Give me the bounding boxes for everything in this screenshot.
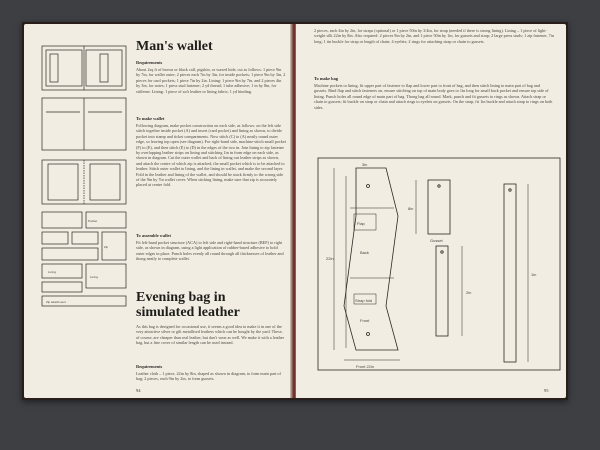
page-number-right: 95 <box>544 388 549 393</box>
assemble-heading: To assemble wallet <box>136 233 171 238</box>
bag-top-label: 3in <box>362 162 368 167</box>
gusset-width-label: 2in <box>466 290 472 295</box>
svg-text:Zip attachment: Zip attachment <box>46 300 66 304</box>
make-wallet-heading: To make wallet <box>136 116 165 121</box>
right-page <box>296 24 566 398</box>
assemble-text: Fit left-hand pocket structure (ACA) to left side and right-hand structure (BEF) to right side, as shown in diagram, using a light application of rubber-based adhesive to hold outer edges in place. Punch holes evenly all round through all thicknesses of leather and thong neatly to complete wallet. <box>136 240 284 262</box>
wallet-title: Man's wallet <box>136 39 213 54</box>
bag-requirements-text: Leather cloth – 1 piece, 22in by 8in, shaped as shown in diagram, to form main part of bag; 2 pieces, each 9in by 2in, to form gussets. <box>136 371 281 382</box>
evening-bag-intro: As this bag is designed for occasional use, it seems a good idea to make it in one of the very attractive silver or gilt metallised leathers which can be bought by the yard. These, of course, are cheaper than real leather, but don't wear as well. We make it with a leather bag, but a fine cover of similar length can be used instead. <box>136 324 285 346</box>
flap-label: Flap <box>357 221 365 226</box>
make-bag-heading: To make bag <box>314 76 338 81</box>
make-wallet-text: Following diagram, make pocket construction on each side, as follows: on the left side stitch together inside pocket (A) and insert (card pocket) and lining as shown, to divide pocket into stamp and ticket compartments. Now stitch (C) to (A) neatly round outer edge, so leaving top open (see diagram). For right-hand side, machine-stitch small pocket (F) to (E), and then stitch (E) to (D) in the edges of the two in. Join lining to zip fastener by overlapping leather strips on lining and stitching 1in in from edge on each side, as shown in diagram. Cut the outer wallet and back of lining out leather strips as shown, and attach the centre of which zip is attached, the small pocket which is to be attached to leather. Stitch outer wallet to lining, and the lining in wallet, and make the second layer. Fold in the leather and lining of the wallet, and should be stuck firmly to the wrong side of the 9in by 7in wallet cover. When sticking lining, make sure that zip is accurately placed at centre fold. <box>136 123 286 188</box>
left-page <box>24 24 292 398</box>
requirements-heading: Requirements <box>136 60 163 65</box>
svg-text:Lining: Lining <box>48 270 57 274</box>
open-book <box>22 22 568 400</box>
gusset-top-dimension: 8in <box>408 206 414 211</box>
bag-bottom-label: Front 22in <box>356 364 375 369</box>
strap-width-label: 1in <box>531 272 537 277</box>
gusset-label: Gusset <box>430 238 443 243</box>
bag-requirements-heading: Requirements <box>136 364 163 369</box>
make-bag-text: Machine pockets to lining, fit upper part of fastener to flap and lower part to front of bag, and then stitch lining to main part of bag and gussets. Bind flap and stitch fasteners on, ensure stitching on top of main body goes to 1in long for small back pocket and ensure top side of lining. Punch holes all round edge of main part of bag. Thong bag all round. Mark, punch and fit gussets to rings as shown. Attach strap or chain to gussets; fit buckle on strap or chain and attach rings to eyelets on gussets. On the strap, fit 1in buckle and attach strap to rings on both sides. <box>314 83 553 110</box>
page-number-left: 94 <box>136 388 141 393</box>
evening-bag-title: Evening bag in simulated leather <box>136 290 240 320</box>
requirements-text: About 2sq ft of brown or black calf, pigskin, or waxed hide, cut as follows: 1 piece 9in by 7in, for wallet outer; 2 pieces each 7in by 3in, for inside pockets; 1 piece 9in by 3in, 2 pieces for card pockets; 1 piece 7in by 2in. Lining: 1 piece 9in by 7in, and 2 pieces 4in by 3in, for notes; 1 press stud fastener; 2 yd thread; 1 tube adhesive; 1 in by 8in, for stiffener. Lining: 1 piece of soft leather or lining fabric; 1 yd binding. <box>136 67 286 94</box>
svg-text:Zip: Zip <box>104 245 109 249</box>
svg-text:Pocket: Pocket <box>88 219 98 223</box>
wallet-pattern-diagram <box>38 42 130 310</box>
bag-materials-text: 2 pieces, each 4in by 2in, for straps (optional) or 1 piece 50in by 3/4in, for strap (needed if there is strong lining). Lining – 1 piece of light-weight silk 22in by 8in. Also required: 2 pieces 9in by 2in, and 1 piece 50in by 1in, for gussets and strap; 2 large press studs; 1 zip fastener, 7in long; 1 tin buckle for strap or length of chain; 4 eyelets; 2 rings for attaching strap or chain to gussets. <box>314 28 554 44</box>
strap-fold-label: Strap fold <box>355 298 373 303</box>
bag-pattern-diagram <box>316 156 562 372</box>
svg-text:Lining: Lining <box>90 275 99 279</box>
back-label: Back <box>360 250 369 255</box>
front-label: Front <box>360 318 370 323</box>
bag-length-label: 22in <box>326 256 334 261</box>
